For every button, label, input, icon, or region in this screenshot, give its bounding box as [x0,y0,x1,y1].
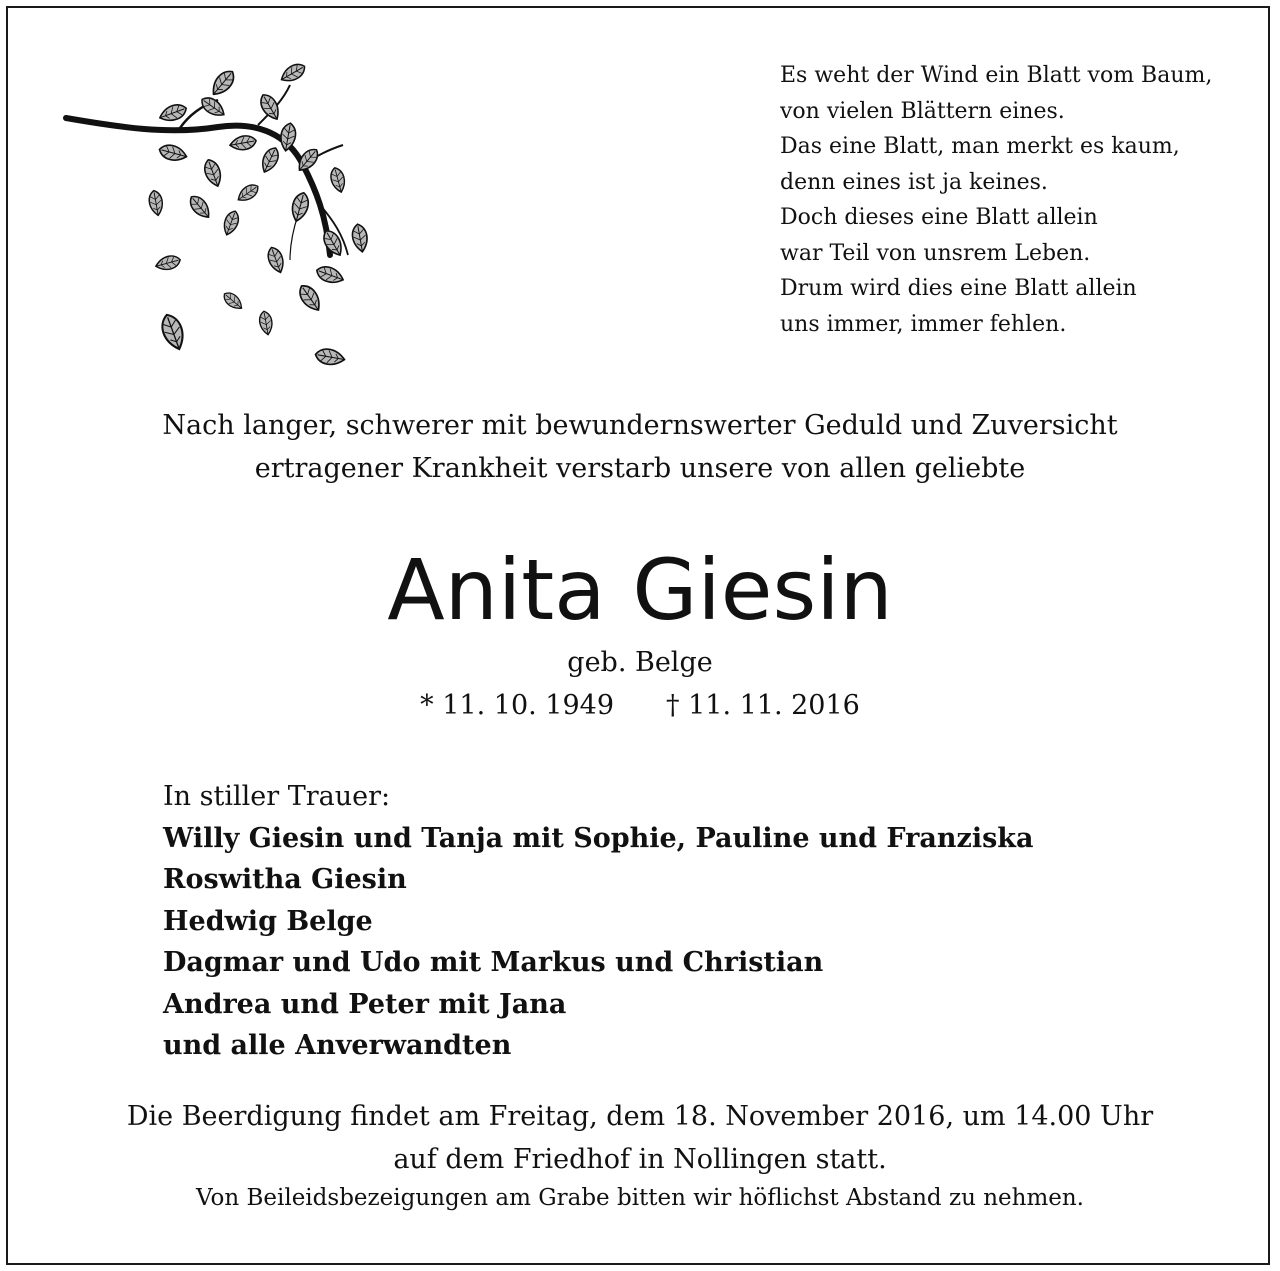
poem-line: war Teil von unsrem Leben. [780,240,1091,266]
mourner-name: Hedwig Belge [163,905,373,937]
intro-text [0,404,1280,490]
mourner-name: Andrea und Peter mit Jana [163,988,567,1020]
funeral-line: Die Beerdigung findet am Freitag, dem 18. November 2016, um 14.00 Uhr [126,1101,1154,1132]
intro-line: ertragener Krankheit verstarb unsere von allen geliebte [254,453,1026,484]
poem-line: uns immer, immer fehlen. [780,311,1067,337]
funeral-info [0,1095,1280,1181]
intro-line: Nach langer, schwerer mit bewundernswerter Geduld und Zuversicht [162,410,1118,441]
poem-line: Das eine Blatt, man merkt es kaum, [780,134,1180,159]
branch-with-leaves-icon [58,55,388,385]
death-date: † 11. 11. 2016 [666,690,860,721]
mourner-name: Willy Giesin und Tanja mit Sophie, Pauline und Franziska [163,822,1034,854]
poem-line: von vielen Blättern eines. [780,98,1065,124]
mourner-name: Roswitha Giesin [163,864,407,895]
poem-line: Doch dieses eine Blatt allein [780,205,1098,230]
poem-line: Es weht der Wind ein Blatt vom Baum, [780,63,1213,88]
mourners-list [163,776,1033,1067]
deceased-name: Anita Giesin [387,541,893,639]
birth-name: geb. Belge [567,647,713,678]
mourner-name: und alle Anverwandten [163,1030,512,1061]
poem [780,58,1250,342]
life-dates [0,688,1280,724]
condolence-note: Von Beileidsbezeigungen am Grabe bitten wir höflichst Abstand zu nehmen. [196,1185,1084,1211]
poem-line: denn eines ist ja keines. [780,169,1048,195]
poem-line: Drum wird dies eine Blatt allein [780,276,1137,301]
funeral-line: auf dem Friedhof in Nollingen statt. [393,1144,887,1175]
mourners-label: In stiller Trauer: [163,781,391,812]
birth-date: * 11. 10. 1949 [420,690,614,721]
mourner-name: Dagmar und Udo mit Markus und Christian [163,947,824,978]
